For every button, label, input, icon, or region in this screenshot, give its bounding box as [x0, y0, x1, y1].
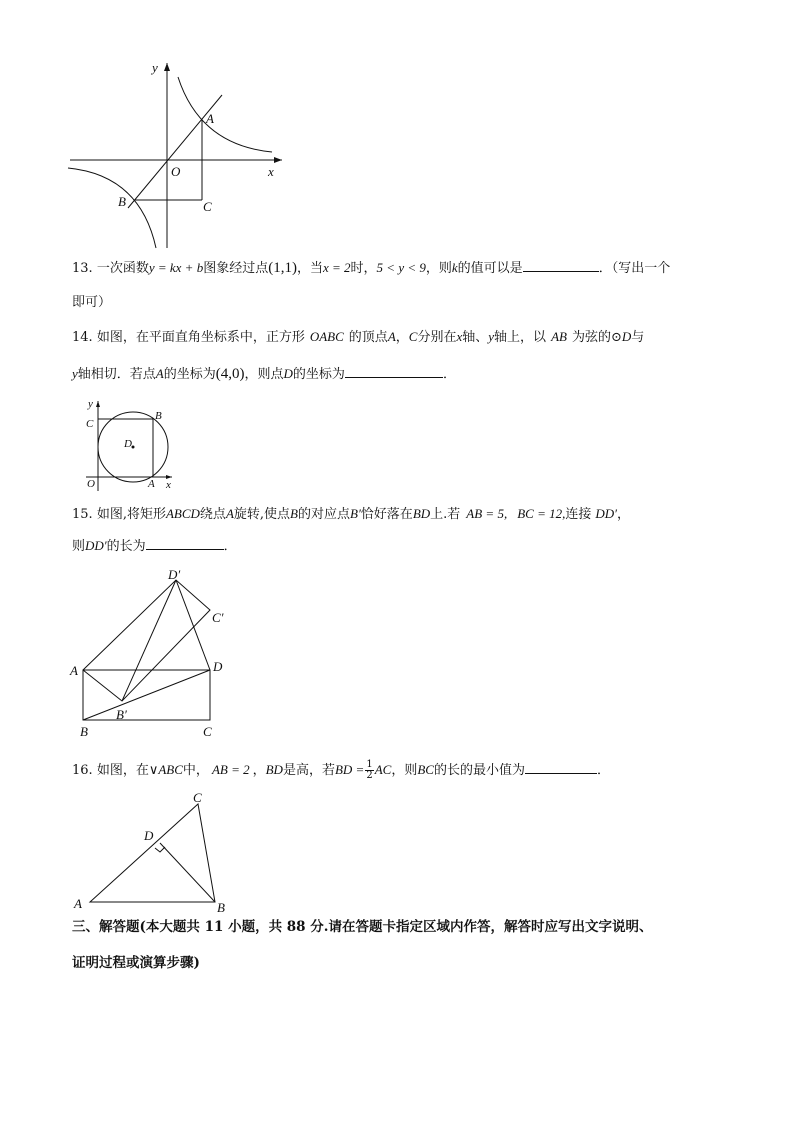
q16-number: 16. — [72, 763, 93, 778]
q13-text: 即可） — [72, 295, 112, 310]
q14-axis-y: y — [488, 329, 495, 344]
q16-text: ，则 — [391, 763, 418, 778]
q13-text: ．（写出一个 — [598, 261, 671, 276]
q14-text: ． — [442, 367, 456, 382]
q15-segment-ddp: DD′ — [595, 506, 617, 521]
q15-text: 的对应点 — [297, 507, 350, 522]
q13-formula-line: y = kx + b — [148, 260, 204, 275]
q15-text: 的长为 — [106, 539, 146, 554]
q16-equation-ab: AB = 2 — [211, 762, 250, 777]
q15-text: 连接 — [565, 507, 592, 522]
q15-equation-bc: BC = 12, — [517, 506, 566, 521]
q14-text: 的顶点 — [348, 330, 388, 345]
q13-number: 13. — [72, 261, 93, 276]
fig15-label-b-prime: B′ — [116, 707, 127, 722]
q16-segment-bd: BD — [265, 762, 283, 777]
q14-text: ， — [395, 330, 409, 345]
q14-point-a: A — [387, 329, 396, 344]
question-13-line-1 — [72, 259, 670, 278]
q14-text: 的坐标为 — [163, 367, 216, 382]
fig14-label-o: O — [87, 478, 95, 490]
q14-text: 如图，在平面直角坐标系中，正方形 — [96, 330, 305, 345]
q13-var-k: k — [451, 260, 458, 275]
q16-text: 的长的最小值为 — [433, 763, 525, 778]
q16-fraction-numerator: 1 — [366, 759, 373, 770]
q14-point-c: C — [408, 329, 418, 344]
question-13-line-2 — [72, 294, 111, 312]
fig15-label-c: C — [203, 724, 212, 739]
fig15-label-d: D — [213, 659, 223, 674]
fig14-label-b: B — [155, 410, 162, 422]
q15-text: ， — [616, 507, 630, 522]
fig12-label-c: C — [203, 199, 212, 214]
q15-number: 15. — [72, 507, 93, 522]
q16-equation-bd: BD = — [334, 762, 365, 777]
fig12-label-y: y — [152, 60, 158, 75]
q14-text: 的坐标为 — [292, 367, 345, 382]
question-14-line-2 — [72, 365, 456, 384]
q15-text: ． — [223, 539, 237, 554]
q14-answer-blank[interactable] — [345, 365, 443, 378]
fig14-label-c: C — [86, 418, 94, 430]
q16-text: 是高，若 — [282, 763, 335, 778]
q14-text: 轴、 — [462, 330, 489, 345]
fig15-label-a: A — [70, 663, 78, 678]
question-15-line-1 — [72, 505, 630, 524]
section-3-heading-line-1: 三、解答题(本大题共 11 小题，共 88 分.请在答题卡指定区域内作答，解答时应写出文字说明、 — [72, 919, 653, 935]
q16-text: 如图，在 — [96, 763, 149, 778]
question-14-line-1 — [72, 328, 644, 347]
q14-text: 为弦的⊙ — [571, 330, 622, 345]
q14-text: 轴上，以 — [494, 330, 547, 345]
fig14-label-y: y — [88, 398, 93, 410]
fig15-label-c-prime: C′ — [212, 610, 224, 625]
q15-point-b-prime: B′ — [350, 506, 361, 521]
q14-square: OABC — [309, 329, 344, 344]
q15-text: 旋转,使点 — [233, 507, 291, 522]
q13-text: ，则 — [425, 261, 452, 276]
q14-circle-d: D — [621, 329, 632, 344]
fig14-label-d: D — [124, 438, 132, 450]
q14-chord: AB — [551, 329, 567, 344]
q14-point-d: D — [283, 366, 293, 381]
q14-text: ，则点 — [244, 367, 284, 382]
fig12-label-x: x — [268, 164, 274, 179]
q16-text: ． — [596, 763, 610, 778]
question-15-line-2 — [72, 537, 237, 556]
fig16-label-a: A — [74, 896, 82, 911]
q15-text: 则 — [72, 539, 86, 554]
figure-hyperbola — [60, 55, 300, 255]
section-3-heading-line-2: 证明过程或演算步骤) — [72, 955, 200, 971]
q15-answer-blank[interactable] — [146, 537, 224, 550]
fig16-label-c: C — [193, 790, 202, 805]
q16-triangle: ∨ABC — [148, 762, 183, 777]
q13-point: (1,1) — [268, 260, 297, 276]
q15-text: 绕点 — [199, 507, 226, 522]
fig14-label-x: x — [166, 479, 171, 491]
q14-number: 14. — [72, 330, 93, 345]
q16-segment-ac: AC — [374, 762, 392, 777]
q14-text: 分别在 — [417, 330, 457, 345]
q14-text: 与 — [631, 330, 645, 345]
q14-text: 轴相切．若点 — [77, 367, 156, 382]
fig12-label-b: B — [118, 194, 126, 209]
q13-text: ，当 — [296, 261, 323, 276]
q13-formula-x: x = 2 — [322, 260, 351, 275]
q14-axis-y: y — [72, 366, 78, 381]
q16-fraction-half — [365, 760, 373, 781]
q15-point-a: A — [225, 506, 234, 521]
fig14-label-a: A — [148, 478, 155, 490]
q13-formula-range: 5 < y < 9 — [376, 260, 426, 275]
q13-text: 时， — [350, 261, 377, 276]
q15-text: 如图,将矩形 — [96, 507, 166, 522]
fig12-label-a: A — [206, 111, 214, 126]
fig15-label-d-prime: D′ — [168, 567, 181, 582]
fig16-label-b: B — [217, 900, 225, 915]
q14-axis-x: x — [456, 329, 463, 344]
q14-point-a: A — [155, 366, 164, 381]
q16-text: ， — [252, 763, 266, 778]
fig15-label-b: B — [80, 724, 88, 739]
q13-answer-blank[interactable] — [523, 259, 599, 272]
q16-fraction-denominator: 2 — [366, 770, 373, 781]
q15-segment-ddp: DD′ — [85, 538, 107, 553]
q13-text: 的值可以是 — [457, 261, 523, 276]
q16-text: 中， — [182, 763, 209, 778]
q15-rectangle: ABCD — [165, 506, 200, 521]
fig12-label-o: O — [171, 164, 181, 179]
q13-text: 一次函数 — [96, 261, 149, 276]
q14-coordinate: (4,0) — [215, 366, 245, 382]
figure-triangle-altitude — [70, 788, 240, 918]
q13-text: 图象经过点 — [203, 261, 269, 276]
q15-equation-ab: AB = 5, — [466, 506, 508, 521]
fig16-label-d: D — [144, 828, 154, 843]
figure-rotated-rectangle — [65, 563, 245, 743]
q16-segment-bc: BC — [417, 762, 434, 777]
q15-text: 上.若 — [430, 507, 461, 522]
q15-point-b: B — [290, 506, 298, 521]
q16-answer-blank[interactable] — [525, 761, 597, 774]
question-16-line-1 — [72, 760, 610, 781]
q15-segment-bd: BD — [412, 506, 431, 521]
figure-square-circle — [80, 395, 180, 495]
q15-text: 恰好落在 — [360, 507, 413, 522]
